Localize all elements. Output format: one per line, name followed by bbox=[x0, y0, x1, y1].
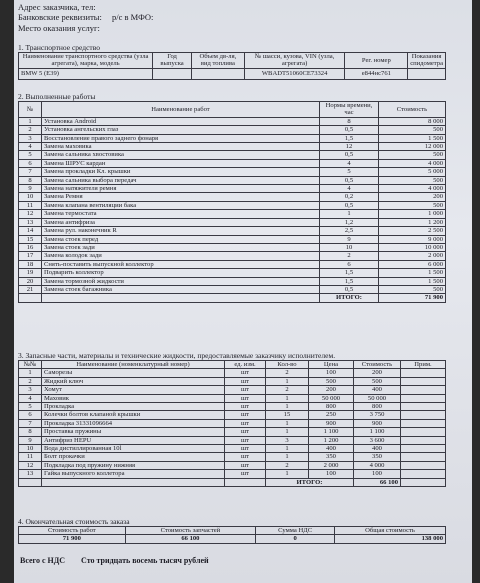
works-cell-norm: 4 bbox=[320, 159, 379, 167]
parts-cell-qty: 1 bbox=[266, 377, 309, 385]
parts-cell-cost: 3 600 bbox=[354, 436, 401, 444]
parts-total-value: 66 100 bbox=[354, 478, 401, 486]
works-cell-cost: 500 bbox=[379, 176, 446, 184]
parts-cell-name: Жидкий ключ bbox=[42, 377, 225, 385]
service-place-label: Место оказания услуг: bbox=[18, 23, 100, 33]
parts-cell-name: Маховик bbox=[42, 394, 225, 402]
parts-table-row bbox=[19, 419, 446, 427]
total-with-vat-label: Всего с НДС bbox=[20, 556, 66, 565]
works-table-row bbox=[19, 201, 446, 209]
parts-cell-cost: 1 100 bbox=[354, 428, 401, 436]
works-table-row bbox=[19, 168, 446, 176]
works-table-row bbox=[19, 235, 446, 243]
works-cell-name: Замена сальника хвостовика bbox=[42, 151, 320, 159]
parts-cell-cost: 350 bbox=[354, 453, 401, 461]
parts-cell-qty: 1 bbox=[266, 453, 309, 461]
parts-table-row bbox=[19, 394, 446, 402]
works-table-row bbox=[19, 117, 446, 125]
parts-cell-note bbox=[401, 369, 446, 377]
parts-cell-qty: 1 bbox=[266, 403, 309, 411]
parts-cell-unit: шт bbox=[225, 453, 266, 461]
works-cell-no: 18 bbox=[19, 260, 42, 268]
works-cell-no: 15 bbox=[19, 235, 42, 243]
parts-table-row bbox=[19, 377, 446, 385]
parts-cell-price: 900 bbox=[309, 419, 354, 427]
vehicle-col-reg: Рег. номер bbox=[345, 53, 408, 69]
works-table-row bbox=[19, 193, 446, 201]
works-cell-norm: 2 bbox=[320, 252, 379, 260]
vehicle-col-engine: Объем дв-ля, вид топлива bbox=[192, 53, 245, 69]
final-header-row bbox=[19, 527, 446, 535]
parts-cell-no: 8 bbox=[19, 428, 42, 436]
works-cell-no: 9 bbox=[19, 185, 42, 193]
works-table-row bbox=[19, 227, 446, 235]
works-cell-no: 10 bbox=[19, 193, 42, 201]
works-cell-no: 11 bbox=[19, 201, 42, 209]
parts-cell-unit: шт bbox=[225, 386, 266, 394]
parts-cell-note bbox=[401, 436, 446, 444]
vehicle-vin: WBADT51060CE73324 bbox=[244, 68, 345, 79]
parts-cell-price: 250 bbox=[309, 411, 354, 419]
parts-cell-no: 9 bbox=[19, 436, 42, 444]
document-page bbox=[14, 0, 472, 583]
parts-cell-qty: 1 bbox=[266, 428, 309, 436]
parts-cell-cost: 400 bbox=[354, 445, 401, 453]
works-table bbox=[18, 101, 446, 303]
parts-cell-unit: шт bbox=[225, 377, 266, 385]
parts-cell-no: 5 bbox=[19, 403, 42, 411]
vehicle-model: BMW 5 (E39) bbox=[19, 68, 153, 79]
parts-table bbox=[18, 360, 446, 487]
vehicle-odometer bbox=[408, 68, 446, 79]
parts-cell-unit: шт bbox=[225, 403, 266, 411]
vehicle-col-odometer: Показания спидометра bbox=[408, 53, 446, 69]
parts-table-row bbox=[19, 428, 446, 436]
works-cell-no: 16 bbox=[19, 243, 42, 251]
parts-cell-name: Гайка выпускного коллетора bbox=[42, 470, 225, 478]
parts-table-row bbox=[19, 403, 446, 411]
bank-details-value: р/с в МФО: bbox=[112, 12, 154, 22]
parts-cell-unit: шт bbox=[225, 461, 266, 469]
works-cell-name: Снять-поставить выпускной коллектор bbox=[42, 260, 320, 268]
parts-cell-note bbox=[401, 461, 446, 469]
works-cell-name: Замена рул. наконечник R bbox=[42, 227, 320, 235]
parts-cell-no: 12 bbox=[19, 461, 42, 469]
works-cell-no: 19 bbox=[19, 269, 42, 277]
works-cell-no: 2 bbox=[19, 126, 42, 134]
parts-cell-qty: 2 bbox=[266, 461, 309, 469]
works-cell-name: Замена колодок зади bbox=[42, 252, 320, 260]
works-cell-norm: 1 bbox=[320, 210, 379, 218]
parts-cell-cost: 500 bbox=[354, 377, 401, 385]
works-table-row bbox=[19, 252, 446, 260]
works-table-row bbox=[19, 260, 446, 268]
parts-cell-name: Болт прокачки bbox=[42, 453, 225, 461]
final-section-title: 4. Окончательная стоимость заказа bbox=[18, 517, 130, 526]
works-col-name: Наименование работ bbox=[42, 102, 320, 118]
final-total-value: 138 000 bbox=[335, 535, 446, 543]
works-cell-name: Замена прокладки Кл. крышки bbox=[42, 168, 320, 176]
parts-cell-qty: 1 bbox=[266, 419, 309, 427]
works-cell-norm: 0,5 bbox=[320, 126, 379, 134]
works-cell-cost: 9 000 bbox=[379, 235, 446, 243]
parts-cell-price: 1 100 bbox=[309, 428, 354, 436]
works-cell-no: 20 bbox=[19, 277, 42, 285]
parts-table-row bbox=[19, 369, 446, 377]
parts-cell-unit: шт bbox=[225, 436, 266, 444]
works-cell-no: 5 bbox=[19, 151, 42, 159]
parts-cell-unit: шт bbox=[225, 419, 266, 427]
vehicle-col-year: Год выпуска bbox=[153, 53, 192, 69]
parts-col-note: Прим. bbox=[401, 361, 446, 369]
parts-table-row bbox=[19, 436, 446, 444]
parts-cell-qty: 2 bbox=[266, 369, 309, 377]
parts-cell-note bbox=[401, 377, 446, 385]
parts-cell-no: 7 bbox=[19, 419, 42, 427]
parts-total-label: ИТОГО: bbox=[266, 478, 354, 486]
parts-cell-unit: шт bbox=[225, 369, 266, 377]
final-col-total: Общая стоимость bbox=[335, 527, 446, 535]
final-parts-value: 66 100 bbox=[125, 535, 256, 543]
final-vat-value: 0 bbox=[256, 535, 335, 543]
parts-cell-note bbox=[401, 419, 446, 427]
parts-cell-note bbox=[401, 394, 446, 402]
parts-cell-note bbox=[401, 445, 446, 453]
works-cell-cost: 1 500 bbox=[379, 269, 446, 277]
works-cell-cost: 10 000 bbox=[379, 243, 446, 251]
works-col-cost: Стоимость bbox=[379, 102, 446, 118]
works-cell-norm: 1,5 bbox=[320, 269, 379, 277]
works-table-row bbox=[19, 277, 446, 285]
parts-cell-name: Хомут bbox=[42, 386, 225, 394]
works-table-row bbox=[19, 134, 446, 142]
parts-cell-no: 4 bbox=[19, 394, 42, 402]
works-cell-norm: 1,5 bbox=[320, 277, 379, 285]
final-col-work: Стоимость работ bbox=[19, 527, 126, 535]
total-in-words: Сто тридцать восемь тысяч рублей bbox=[81, 556, 209, 565]
works-table-row bbox=[19, 243, 446, 251]
vehicle-engine bbox=[192, 68, 245, 79]
parts-cell-name: Прокладка 31331096664 bbox=[42, 419, 225, 427]
works-table-row bbox=[19, 218, 446, 226]
works-cell-norm: 1,5 bbox=[320, 134, 379, 142]
works-cell-name: Замена тормозной жидкости bbox=[42, 277, 320, 285]
parts-cell-cost: 200 bbox=[354, 369, 401, 377]
parts-cell-name: Проставка пружины bbox=[42, 428, 225, 436]
parts-cell-cost: 900 bbox=[354, 419, 401, 427]
works-total-value: 71 900 bbox=[379, 294, 446, 302]
works-cell-cost: 1 200 bbox=[379, 218, 446, 226]
works-cell-name: Замена стоек багажника bbox=[42, 285, 320, 293]
parts-col-name: Наименование (номенклатурный номер) bbox=[42, 361, 225, 369]
works-table-row bbox=[19, 126, 446, 134]
works-table-row bbox=[19, 159, 446, 167]
final-table bbox=[18, 526, 446, 544]
works-cell-no: 14 bbox=[19, 227, 42, 235]
vehicle-col-name: Наименование транспортного средства (узла агрегата), марка, модель bbox=[19, 53, 153, 69]
parts-cell-cost: 50 000 bbox=[354, 394, 401, 402]
works-cell-name: Восстановление правого заднего фонаря bbox=[42, 134, 320, 142]
parts-cell-price: 50 000 bbox=[309, 394, 354, 402]
parts-cell-no: 10 bbox=[19, 445, 42, 453]
parts-cell-name: Вода дистиллированная 10l bbox=[42, 445, 225, 453]
vehicle-row bbox=[19, 68, 446, 79]
works-cell-norm: 12 bbox=[320, 143, 379, 151]
works-table-row bbox=[19, 143, 446, 151]
vehicle-col-vin: № шасси, кузова, VIN (узла, агрегата) bbox=[244, 53, 345, 69]
parts-cell-cost: 100 bbox=[354, 470, 401, 478]
vehicle-year bbox=[153, 68, 192, 79]
parts-cell-qty: 2 bbox=[266, 386, 309, 394]
parts-table-row bbox=[19, 445, 446, 453]
parts-cell-price: 2 000 bbox=[309, 461, 354, 469]
works-table-row bbox=[19, 151, 446, 159]
vehicle-table bbox=[18, 52, 446, 80]
works-col-norm: Нормы времени, час bbox=[320, 102, 379, 118]
parts-table-row bbox=[19, 411, 446, 419]
works-cell-name: Замена Ремня bbox=[42, 193, 320, 201]
parts-col-unit: ед. изм. bbox=[225, 361, 266, 369]
parts-cell-note bbox=[401, 453, 446, 461]
works-cell-name: Замена сальника выбора передач bbox=[42, 176, 320, 184]
parts-cell-price: 800 bbox=[309, 403, 354, 411]
parts-cell-note bbox=[401, 411, 446, 419]
works-cell-no: 8 bbox=[19, 176, 42, 184]
parts-col-price: Цена bbox=[309, 361, 354, 369]
works-cell-cost: 1 500 bbox=[379, 134, 446, 142]
bank-details-line bbox=[18, 12, 153, 22]
parts-cell-name: Подкладка под пружину нижняя bbox=[42, 461, 225, 469]
parts-cell-no: 11 bbox=[19, 453, 42, 461]
works-cell-cost: 1 000 bbox=[379, 210, 446, 218]
works-cell-cost: 200 bbox=[379, 193, 446, 201]
parts-cell-no: 2 bbox=[19, 377, 42, 385]
works-cell-no: 1 bbox=[19, 117, 42, 125]
parts-cell-price: 400 bbox=[309, 445, 354, 453]
works-cell-name: Замена маховика bbox=[42, 143, 320, 151]
parts-cell-no: 3 bbox=[19, 386, 42, 394]
works-cell-norm: 2,5 bbox=[320, 227, 379, 235]
works-cell-cost: 4 000 bbox=[379, 185, 446, 193]
works-cell-cost: 4 000 bbox=[379, 159, 446, 167]
parts-cell-cost: 800 bbox=[354, 403, 401, 411]
works-table-row bbox=[19, 285, 446, 293]
final-col-vat: Сумма НДС bbox=[256, 527, 335, 535]
final-work-value: 71 900 bbox=[19, 535, 126, 543]
works-table-row bbox=[19, 176, 446, 184]
parts-cell-cost: 4 000 bbox=[354, 461, 401, 469]
vehicle-section-title: 1. Транспортное средство bbox=[18, 43, 100, 52]
parts-cell-no: 13 bbox=[19, 470, 42, 478]
works-cell-norm: 0,5 bbox=[320, 285, 379, 293]
works-cell-norm: 0,5 bbox=[320, 201, 379, 209]
parts-cell-unit: шт bbox=[225, 445, 266, 453]
parts-cell-unit: шт bbox=[225, 428, 266, 436]
parts-table-row bbox=[19, 386, 446, 394]
works-cell-cost: 6 000 bbox=[379, 260, 446, 268]
works-cell-name: Замена стоек перед bbox=[42, 235, 320, 243]
works-cell-name: Замена стоек зади bbox=[42, 243, 320, 251]
works-cell-cost: 500 bbox=[379, 201, 446, 209]
works-cell-name: Замена антифриза bbox=[42, 218, 320, 226]
parts-cell-name: Антифриз HEPU bbox=[42, 436, 225, 444]
works-cell-norm: 5 bbox=[320, 168, 379, 176]
parts-table-row bbox=[19, 453, 446, 461]
works-cell-name: Замена термостата bbox=[42, 210, 320, 218]
works-table-row bbox=[19, 210, 446, 218]
parts-cell-unit: шт bbox=[225, 411, 266, 419]
parts-cell-no: 1 bbox=[19, 369, 42, 377]
works-table-row bbox=[19, 269, 446, 277]
works-cell-name: Замена ШРУС кардан bbox=[42, 159, 320, 167]
parts-table-row bbox=[19, 461, 446, 469]
works-cell-cost: 2 500 bbox=[379, 227, 446, 235]
works-cell-no: 3 bbox=[19, 134, 42, 142]
works-cell-no: 12 bbox=[19, 210, 42, 218]
parts-cell-cost: 3 750 bbox=[354, 411, 401, 419]
parts-cell-name: Прокладка bbox=[42, 403, 225, 411]
parts-cell-price: 1 200 bbox=[309, 436, 354, 444]
works-cell-norm: 10 bbox=[320, 243, 379, 251]
works-cell-norm: 4 bbox=[320, 185, 379, 193]
works-cell-cost: 500 bbox=[379, 151, 446, 159]
vehicle-header-row bbox=[19, 53, 446, 69]
bank-details-label: Банковские реквизиты: bbox=[18, 12, 102, 22]
works-total-row bbox=[19, 294, 446, 302]
works-cell-no: 7 bbox=[19, 168, 42, 176]
works-col-no: № bbox=[19, 102, 42, 118]
parts-cell-no: 6 bbox=[19, 411, 42, 419]
works-cell-norm: 0,5 bbox=[320, 151, 379, 159]
vehicle-reg-number: е844нс761 bbox=[345, 68, 408, 79]
works-cell-name: Замена натяжителя ремня bbox=[42, 185, 320, 193]
works-cell-norm: 8 bbox=[320, 117, 379, 125]
parts-col-qty: Кол-во bbox=[266, 361, 309, 369]
parts-cell-unit: шт bbox=[225, 470, 266, 478]
works-cell-no: 21 bbox=[19, 285, 42, 293]
works-cell-norm: 0,5 bbox=[320, 176, 379, 184]
works-cell-name: Подварить коллектор bbox=[42, 269, 320, 277]
parts-col-no: №№ bbox=[19, 361, 42, 369]
parts-cell-name: Саморезы bbox=[42, 369, 225, 377]
total-in-words-line bbox=[20, 556, 209, 565]
works-cell-norm: 1,2 bbox=[320, 218, 379, 226]
works-table-row bbox=[19, 185, 446, 193]
parts-cell-qty: 3 bbox=[266, 436, 309, 444]
works-cell-norm: 0,2 bbox=[320, 193, 379, 201]
parts-cell-name: Колечки болтов клапаной крышки bbox=[42, 411, 225, 419]
customer-address-label: Адрес заказчика, тел: bbox=[18, 2, 96, 12]
parts-header-row bbox=[19, 361, 446, 369]
works-cell-cost: 500 bbox=[379, 285, 446, 293]
parts-cell-qty: 1 bbox=[266, 394, 309, 402]
works-section-title: 2. Выполненные работы bbox=[18, 92, 96, 101]
works-cell-norm: 9 bbox=[320, 235, 379, 243]
parts-section-title: 3. Запасные части, материалы и технические жидкости, предоставляемые заказчику исполнителем. bbox=[18, 351, 336, 360]
works-cell-cost: 12 000 bbox=[379, 143, 446, 151]
parts-cell-note bbox=[401, 428, 446, 436]
works-cell-name: Замена клапана вентиляции бака bbox=[42, 201, 320, 209]
works-cell-norm: 6 bbox=[320, 260, 379, 268]
parts-table-row bbox=[19, 470, 446, 478]
parts-cell-price: 500 bbox=[309, 377, 354, 385]
parts-cell-unit: шт bbox=[225, 394, 266, 402]
parts-cell-qty: 15 bbox=[266, 411, 309, 419]
works-cell-name: Установка ангельских глаз bbox=[42, 126, 320, 134]
works-cell-no: 17 bbox=[19, 252, 42, 260]
parts-cell-price: 100 bbox=[309, 470, 354, 478]
works-cell-cost: 1 500 bbox=[379, 277, 446, 285]
works-cell-cost: 2 000 bbox=[379, 252, 446, 260]
parts-cell-note bbox=[401, 386, 446, 394]
parts-cell-qty: 1 bbox=[266, 445, 309, 453]
parts-cell-price: 350 bbox=[309, 453, 354, 461]
works-cell-no: 6 bbox=[19, 159, 42, 167]
works-cell-no: 4 bbox=[19, 143, 42, 151]
works-cell-cost: 8 000 bbox=[379, 117, 446, 125]
parts-cell-note bbox=[401, 470, 446, 478]
parts-cell-qty: 1 bbox=[266, 470, 309, 478]
parts-cell-cost: 400 bbox=[354, 386, 401, 394]
parts-col-cost: Стоимость bbox=[354, 361, 401, 369]
works-cell-cost: 500 bbox=[379, 126, 446, 134]
parts-cell-price: 200 bbox=[309, 386, 354, 394]
parts-total-row bbox=[19, 478, 446, 486]
works-cell-name: Установка Android bbox=[42, 117, 320, 125]
parts-cell-note bbox=[401, 403, 446, 411]
works-cell-no: 13 bbox=[19, 218, 42, 226]
parts-cell-price: 100 bbox=[309, 369, 354, 377]
works-cell-cost: 5 000 bbox=[379, 168, 446, 176]
final-col-parts: Стоимость запчастей bbox=[125, 527, 256, 535]
works-total-label: ИТОГО: bbox=[320, 294, 379, 302]
final-values-row bbox=[19, 535, 446, 543]
works-header-row bbox=[19, 102, 446, 118]
